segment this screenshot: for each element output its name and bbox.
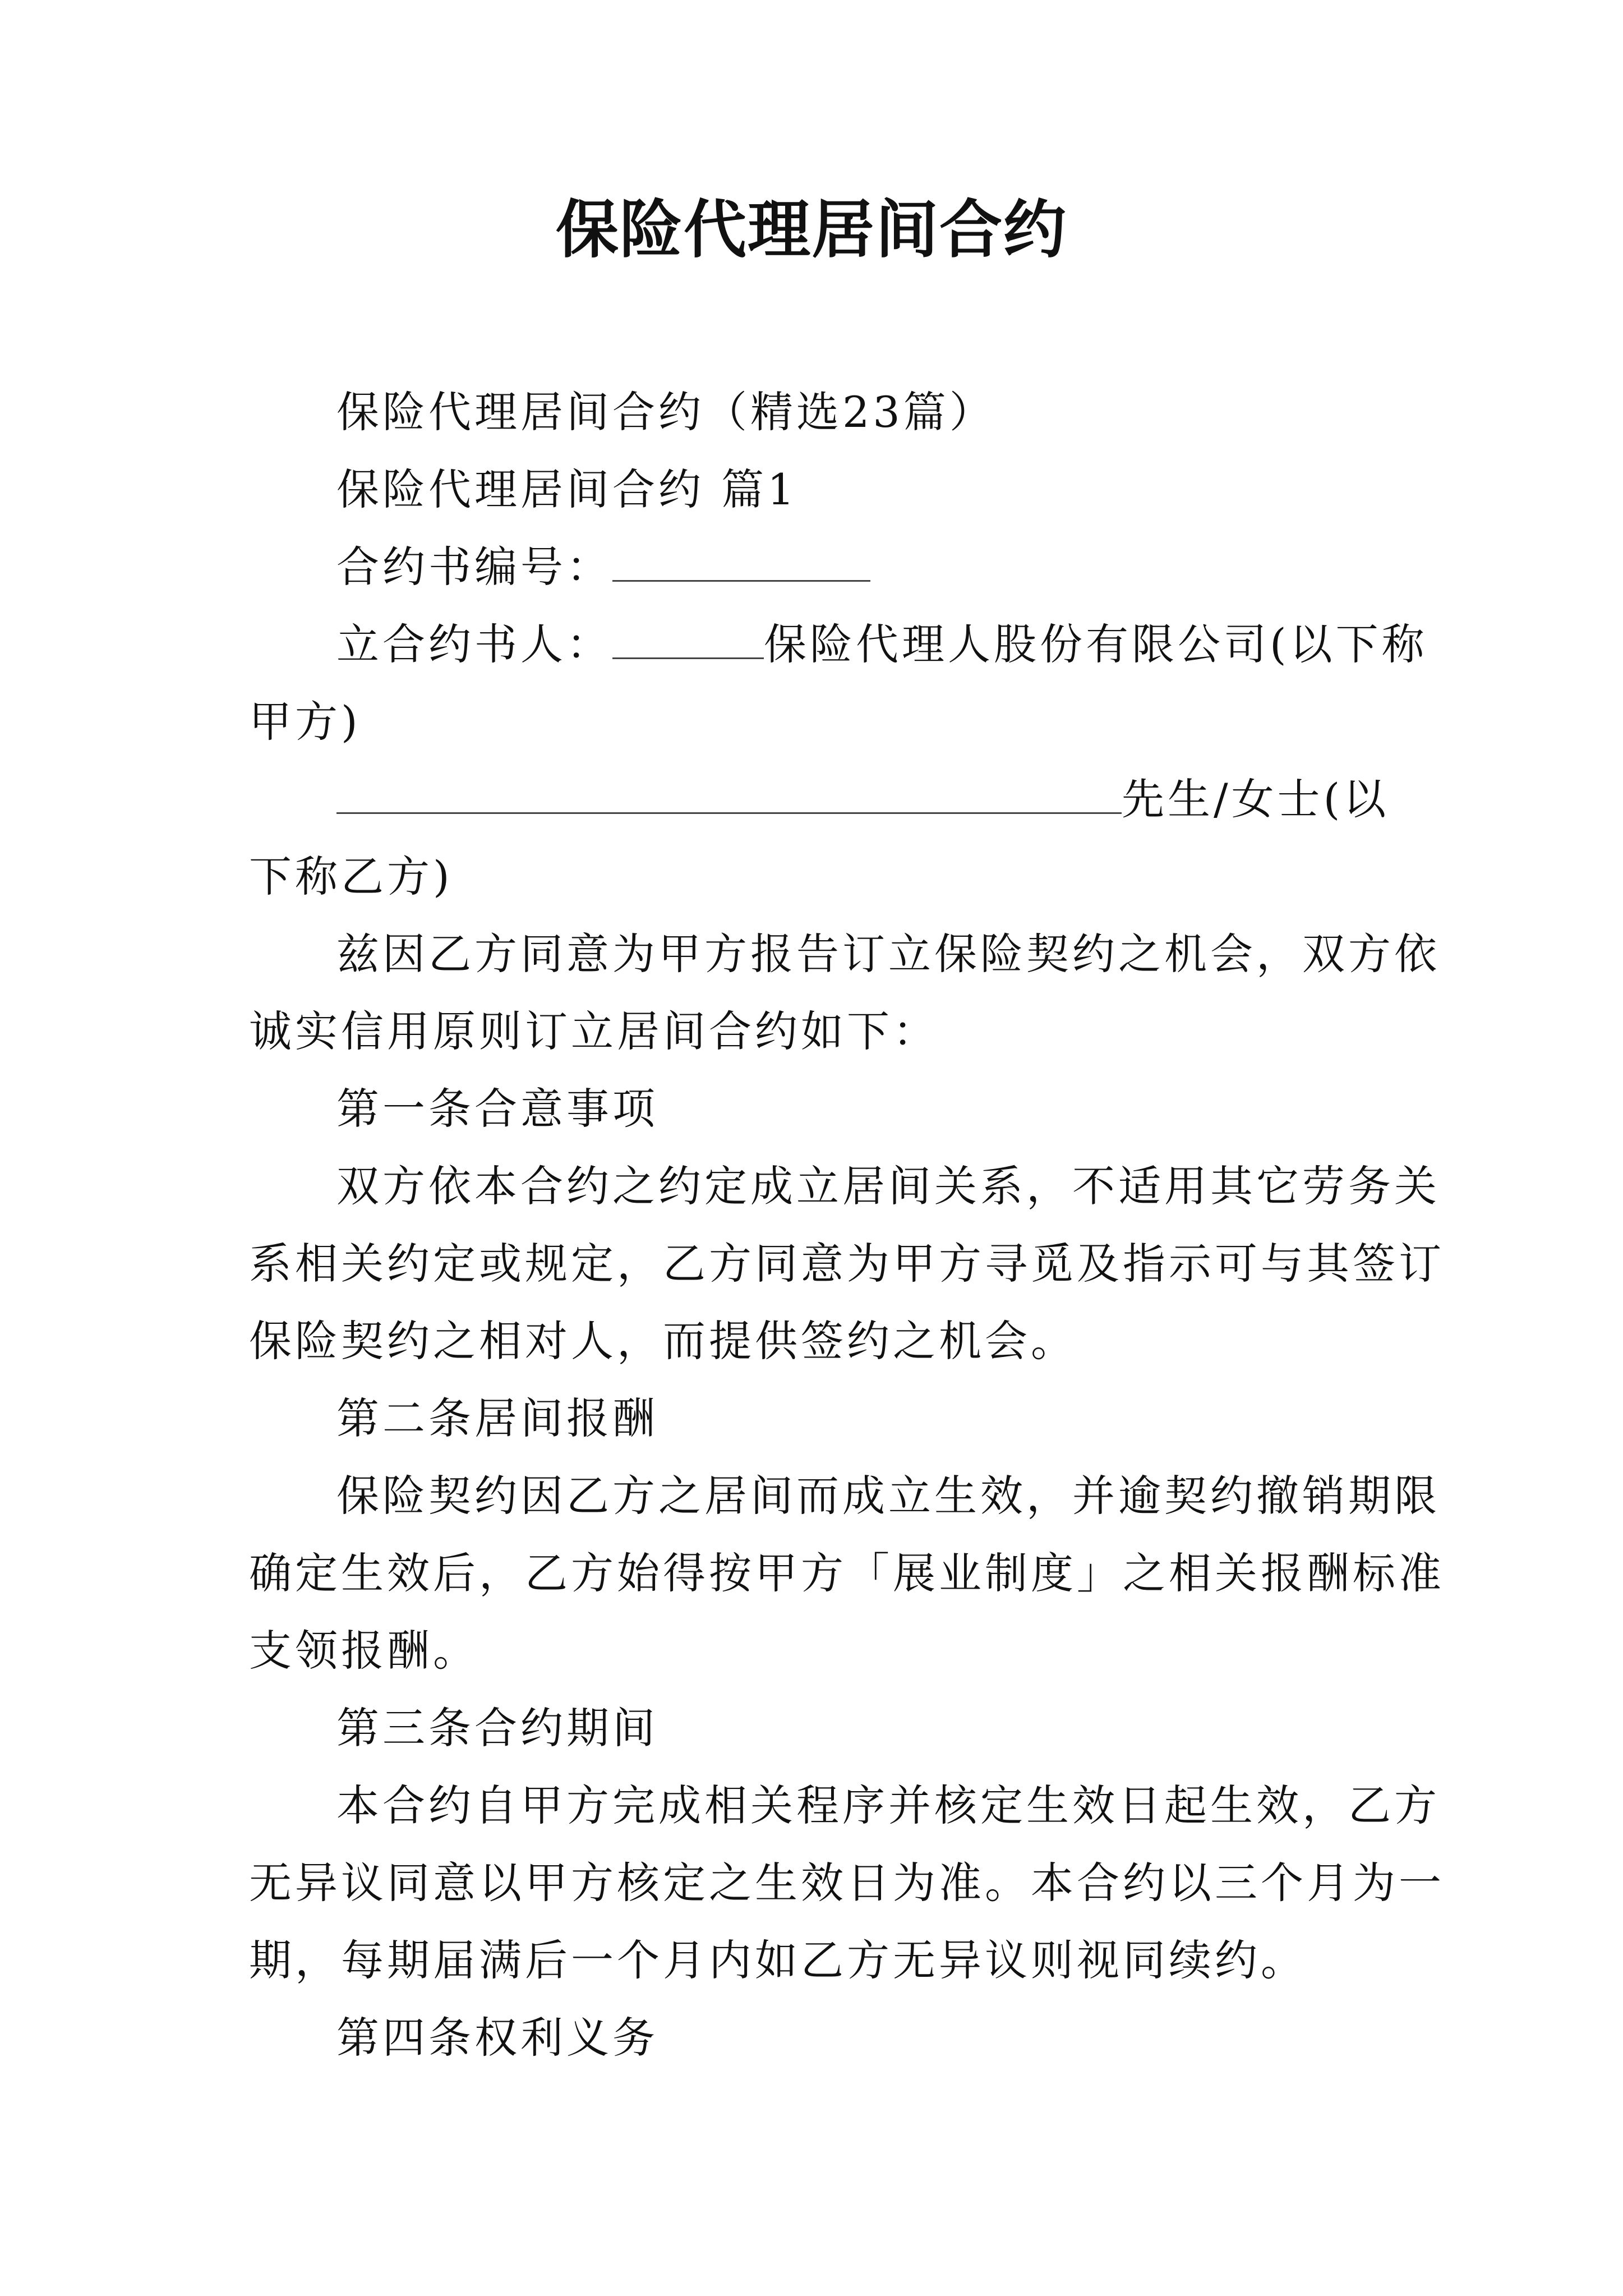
contract-number-label: 合约书编号： — [336, 542, 612, 592]
preamble-line-1: 兹因乙方同意为甲方报告订立保险契约之机会，双方依 — [336, 929, 1440, 979]
party-b-line — [336, 769, 1389, 830]
party-b-blank — [336, 769, 1122, 814]
party-a-line — [336, 614, 1428, 675]
party-b-title: 先生/女士(以 — [1122, 774, 1390, 824]
article-1-line-2: 系相关约定或规定，乙方同意为甲方寻觅及指示可与其签订 — [249, 1239, 1445, 1289]
article-3-heading: 第三条合约期间 — [336, 1703, 658, 1753]
article-1-line-3: 保险契约之相对人，而提供签约之机会。 — [249, 1316, 1077, 1366]
party-a-blank — [612, 614, 764, 659]
article-2-line-2: 确定生效后，乙方始得按甲方「展业制度」之相关报酬标准 — [249, 1548, 1445, 1598]
article-2-line-3: 支领报酬。 — [249, 1626, 479, 1676]
article-3-line-2: 无异议同意以甲方核定之生效日为准。本合约以三个月为一 — [249, 1858, 1445, 1908]
contract-number-line — [336, 536, 870, 598]
article-2-line-1: 保险契约因乙方之居间而成立生效，并逾契约撤销期限 — [336, 1471, 1440, 1521]
section-heading: 保险代理居间合约 篇1 — [336, 464, 798, 514]
article-3-line-3: 期，每期届满后一个月内如乙方无异议则视同续约。 — [249, 1935, 1307, 1985]
party-b-continuation: 下称乙方) — [249, 852, 453, 901]
article-4-heading: 第四条权利义务 — [336, 2013, 658, 2063]
contract-number-blank — [612, 536, 870, 582]
article-3-line-1: 本合约自甲方完成相关程序并核定生效日起生效，乙方 — [336, 1780, 1440, 1830]
article-1-line-1: 双方依本合约之约定成立居间关系，不适用其它劳务关 — [336, 1161, 1440, 1211]
article-2-heading: 第二条居间报酬 — [336, 1393, 658, 1443]
preamble-line-2: 诚实信用原则订立居间合约如下： — [249, 1006, 939, 1056]
document-title: 保险代理居间合约 — [556, 193, 1067, 266]
article-1-heading: 第一条合意事项 — [336, 1084, 658, 1134]
subtitle-line: 保险代理居间合约（精选23篇） — [336, 387, 995, 437]
party-a-continuation: 甲方) — [249, 697, 361, 747]
party-a-company: 保险代理人股份有限公司(以下称 — [764, 619, 1428, 669]
party-a-label: 立合约书人： — [336, 619, 612, 669]
